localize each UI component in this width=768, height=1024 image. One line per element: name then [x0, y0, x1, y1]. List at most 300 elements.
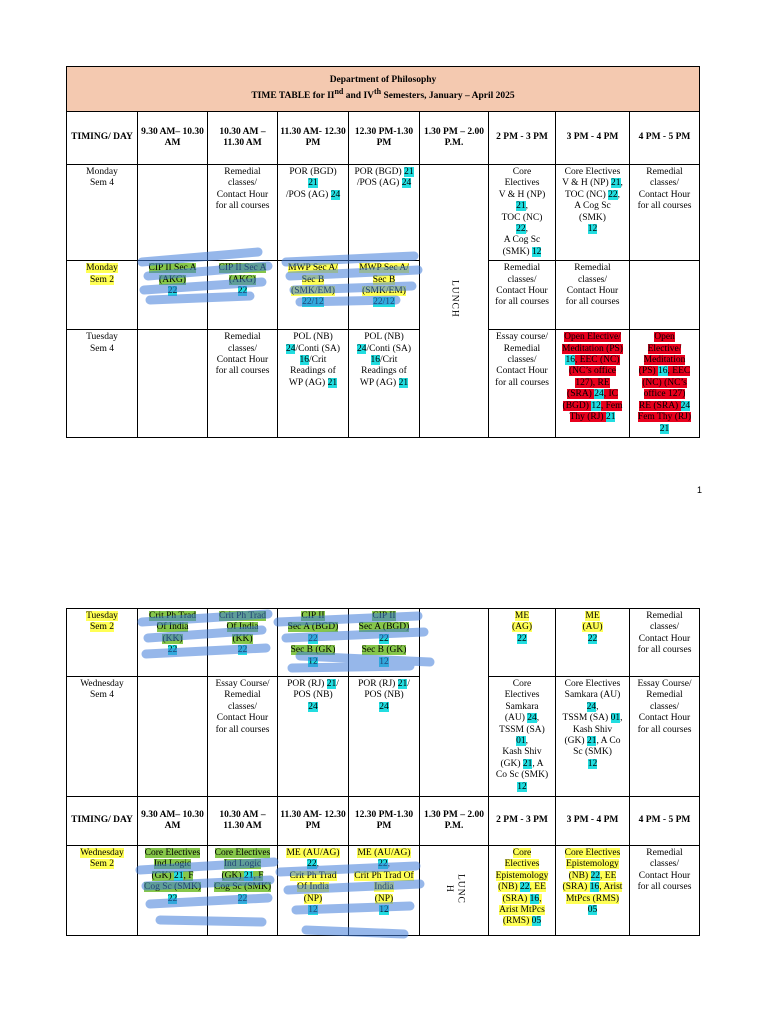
- cell-text: Contact Hour: [496, 286, 548, 297]
- schedule-cell: [556, 330, 630, 438]
- cell-line: [490, 201, 554, 212]
- cell-text: Sem 2: [89, 859, 114, 870]
- table-row: [67, 609, 700, 677]
- cell-text: RE (SRA): [638, 400, 681, 411]
- cell-text: Sem 4: [89, 178, 114, 189]
- cell-text: for all courses: [215, 201, 270, 212]
- room-number: 12: [517, 781, 527, 792]
- cell-text: Contact Hour: [638, 713, 691, 724]
- cell-line: [557, 389, 628, 400]
- cell-line: [139, 286, 206, 297]
- cell-line: [631, 713, 698, 724]
- schedule-cell: [349, 330, 420, 438]
- room-number: 05: [531, 916, 542, 927]
- room-number: 24: [379, 701, 389, 712]
- schedule-cell: [489, 261, 556, 330]
- cell-line: [557, 702, 628, 713]
- cell-line: [279, 355, 347, 366]
- cell-line: [139, 859, 206, 870]
- cell-line: [279, 275, 347, 286]
- table-row: [67, 165, 700, 261]
- cell-text: Core Electives: [214, 848, 271, 858]
- cell-text: ,: [525, 736, 528, 747]
- cell-text: (RMS): [502, 916, 532, 927]
- cell-line: [557, 871, 628, 882]
- room-number: 12: [308, 656, 318, 667]
- cell-text: Arist MtPcs: [499, 905, 545, 916]
- room-number: 24: [680, 400, 691, 411]
- cell-line: [557, 859, 628, 870]
- header-row: [67, 797, 700, 846]
- cell-line: [139, 622, 206, 633]
- cell-text: POR (RJ): [287, 679, 327, 689]
- cell-line: [631, 378, 698, 389]
- cell-text: (SMK): [502, 246, 532, 257]
- cell-text: Remedial: [503, 343, 541, 354]
- cell-text: Remedial: [503, 263, 541, 274]
- cell-line: [279, 622, 347, 633]
- cell-line: [350, 645, 418, 656]
- cell-line: [68, 848, 136, 859]
- cell-line: [557, 690, 628, 701]
- cell-text: classes/: [649, 701, 680, 712]
- cell-line: [631, 355, 698, 366]
- room-number: 22: [308, 633, 318, 644]
- day-cell: [67, 677, 138, 797]
- column-header: 2 PM - 3 PM: [489, 112, 556, 165]
- cell-text: Essay Course/: [215, 679, 270, 689]
- cell-line: [490, 332, 554, 343]
- cell-line: [557, 344, 628, 355]
- cell-line: [490, 178, 554, 189]
- cell-line: [631, 401, 698, 412]
- cell-text: Crit Ph Trad Of: [354, 870, 414, 881]
- schedule-cell: [138, 165, 208, 261]
- cell-text: Remedial: [224, 332, 261, 343]
- cell-line: [279, 263, 347, 274]
- cell-line: [279, 286, 347, 297]
- cell-line: [350, 178, 418, 189]
- cell-line: [557, 679, 628, 690]
- cell-line: [209, 275, 276, 286]
- cell-line: [350, 344, 418, 355]
- schedule-cell: [278, 677, 349, 797]
- cell-text: Remedial: [646, 611, 683, 621]
- cell-text: Core: [512, 679, 532, 689]
- schedule-cell: [349, 165, 420, 261]
- cell-text: classes/: [649, 622, 680, 633]
- schedule-cell: [630, 677, 700, 797]
- schedule-cell: [278, 261, 349, 330]
- cell-line: [557, 201, 628, 212]
- cell-text: Core Electives: [564, 848, 621, 858]
- schedule-cell: [278, 609, 349, 677]
- cell-line: [631, 622, 698, 633]
- cell-text: Contact Hour: [638, 870, 691, 881]
- cell-text: Tuesday: [86, 332, 118, 343]
- cell-line: [279, 645, 347, 656]
- cell-text: Meditation: [643, 355, 686, 366]
- cell-line: [68, 332, 136, 343]
- cell-text: Ind Logic: [153, 859, 192, 870]
- cell-text: Contact Hour: [638, 633, 691, 644]
- room-number: 21: [327, 377, 338, 388]
- schedule-cell: [630, 609, 700, 677]
- room-number: 24: [285, 343, 296, 354]
- cell-line: [490, 611, 554, 622]
- cell-line: [557, 355, 628, 366]
- cell-line: [557, 611, 628, 622]
- cell-line: [350, 167, 418, 178]
- room-number: 16: [529, 893, 540, 904]
- column-header: 9.30 AM– 10.30 AM: [138, 797, 208, 846]
- cell-line: [490, 859, 554, 870]
- cell-line: [557, 622, 628, 633]
- cell-text: Core Electives: [564, 167, 621, 177]
- cell-line: [490, 355, 554, 366]
- cell-text: Sem 4: [89, 343, 114, 354]
- cell-text: Sec B: [301, 274, 325, 285]
- cell-text: /POS (AG): [356, 178, 402, 189]
- cell-line: [209, 366, 276, 377]
- cell-line: [209, 848, 276, 859]
- cell-text: Contact Hour: [216, 355, 269, 366]
- cell-text: A Cog Sc: [574, 201, 611, 212]
- cell-line: [209, 178, 276, 189]
- cell-line: [350, 286, 418, 297]
- cell-line: [557, 297, 628, 308]
- cell-text: Remedial: [646, 690, 683, 701]
- cell-line: [350, 871, 418, 882]
- cell-text: Sec B (GK): [361, 645, 407, 656]
- room-number: 21: [586, 736, 597, 747]
- cell-line: [209, 702, 276, 713]
- room-number: 22: [167, 286, 178, 297]
- cell-line: [209, 690, 276, 701]
- cell-text: Of India: [156, 622, 189, 633]
- column-header: 3 PM - 4 PM: [556, 112, 630, 165]
- cell-line: [279, 871, 347, 882]
- cell-line: [490, 759, 554, 770]
- cell-text: (GK): [500, 758, 523, 769]
- cell-text: Essay course/: [496, 332, 548, 343]
- cell-text: CIP II: [301, 611, 325, 621]
- cell-line: [279, 378, 347, 389]
- title-line2: TIME TABLE for IInd and IVth Semesters, January – April 2025: [251, 87, 515, 102]
- cell-line: [631, 634, 698, 645]
- cell-text: Sem 4: [89, 690, 114, 701]
- cell-line: [557, 275, 628, 286]
- cell-text: for all courses: [565, 297, 620, 308]
- column-header: 11.30 AM- 12.30 PM: [278, 797, 349, 846]
- cell-text: Contact Hour: [638, 189, 691, 200]
- room-number: 12: [587, 224, 598, 235]
- cell-text: , EEC (NC): [574, 355, 620, 366]
- title-line1: Department of Philosophy: [329, 75, 437, 86]
- cell-line: [490, 905, 554, 916]
- cell-line: [490, 690, 554, 701]
- cell-text: /: [336, 679, 339, 689]
- room-number: 22: [608, 189, 618, 200]
- schedule-cell: [630, 165, 700, 261]
- cell-text: ME: [514, 611, 530, 621]
- cell-text: for all courses: [495, 297, 549, 308]
- cell-line: [209, 713, 276, 724]
- cell-text: Meditation (PS): [562, 343, 623, 354]
- cell-text: Epistemology: [495, 870, 549, 881]
- column-header: 1.30 PM – 2.00 P.M.: [420, 797, 489, 846]
- cell-text: (SRA): [567, 389, 595, 400]
- cell-text: CIP II Sec A: [148, 263, 197, 274]
- cell-text: Remedial: [224, 167, 261, 177]
- cell-line: [279, 859, 347, 870]
- cell-line: [209, 859, 276, 870]
- schedule-cell: [489, 609, 556, 677]
- cell-line: [139, 894, 206, 905]
- day-cell: [67, 846, 138, 936]
- cell-text: Monday: [86, 263, 118, 274]
- cell-line: [139, 634, 206, 645]
- column-header: 2 PM - 3 PM: [489, 797, 556, 846]
- cell-line: [68, 679, 136, 690]
- cell-line: [490, 916, 554, 927]
- cell-line: [350, 263, 418, 274]
- room-number: 24: [527, 713, 537, 724]
- cell-text: Core Electives: [144, 848, 201, 858]
- cell-text: Electives: [504, 690, 540, 701]
- cell-text: /Conti (SA): [295, 343, 341, 354]
- cell-text: , EE: [529, 882, 546, 893]
- cell-line: [279, 905, 347, 916]
- cell-text: V & H (NP): [562, 178, 612, 189]
- cell-text: POR (BGD): [354, 167, 405, 177]
- cell-text: (GK): [564, 736, 587, 747]
- cell-line: [350, 634, 418, 645]
- cell-text: Electives: [504, 178, 540, 189]
- column-header: TIMING/ DAY: [67, 112, 138, 165]
- cell-line: [68, 690, 136, 701]
- cell-text: Sec B: [372, 274, 396, 285]
- cell-line: [490, 871, 554, 882]
- cell-line: [350, 657, 418, 668]
- cell-line: [557, 167, 628, 178]
- cell-line: [631, 344, 698, 355]
- cell-line: [557, 332, 628, 343]
- cell-text: , F: [183, 870, 194, 881]
- timetable-page2: [66, 608, 700, 936]
- cell-text: Kash Shiv: [502, 747, 542, 758]
- cell-text: Remedial: [574, 263, 611, 274]
- cell-line: [350, 366, 418, 377]
- cell-line: [631, 690, 698, 701]
- room-number: 22: [379, 633, 389, 644]
- cell-line: [490, 366, 554, 377]
- schedule-cell: [349, 261, 420, 330]
- cell-text: for all courses: [495, 377, 549, 388]
- room-number: 01: [516, 736, 526, 747]
- cell-line: [631, 679, 698, 690]
- schedule-cell: [208, 165, 278, 261]
- cell-text: Remedial: [224, 690, 261, 701]
- cell-line: [490, 275, 554, 286]
- cell-text: (AU): [582, 622, 603, 633]
- lunch-label-part: H: [444, 885, 454, 894]
- cell-line: [557, 224, 628, 235]
- cell-text: (GK): [151, 870, 174, 881]
- room-number: 16: [565, 355, 575, 366]
- cell-text: POR (BGD): [289, 167, 337, 177]
- schedule-cell: [208, 330, 278, 438]
- room-number: 12: [587, 758, 598, 769]
- cell-line: [350, 894, 418, 905]
- cell-line: [68, 275, 136, 286]
- cell-line: [350, 275, 418, 286]
- cell-line: [631, 611, 698, 622]
- cell-line: [279, 366, 347, 377]
- room-number: 12: [531, 246, 542, 257]
- table-row: [67, 330, 700, 438]
- cell-text: MtPcs (RMS): [565, 893, 620, 904]
- cell-line: [490, 297, 554, 308]
- column-header: 12.30 PM-1.30 PM: [349, 112, 420, 165]
- cell-text: (SMK/EM): [291, 286, 335, 297]
- room-number: 24: [356, 343, 367, 354]
- cell-text: Ind Logic: [223, 859, 262, 870]
- cell-text: POS (NB): [364, 690, 404, 701]
- cell-line: [68, 178, 136, 189]
- cell-line: [557, 190, 628, 201]
- cell-text: (NB): [568, 870, 591, 881]
- table-row: [67, 677, 700, 797]
- cell-line: [350, 297, 418, 308]
- cell-line: [279, 167, 347, 178]
- cell-text: , Fem: [600, 400, 623, 411]
- room-number: 21: [397, 679, 408, 689]
- cell-line: [631, 389, 698, 400]
- cell-line: [279, 657, 347, 668]
- timetable-page1: [66, 66, 700, 438]
- cell-line: [350, 882, 418, 893]
- cell-line: [557, 882, 628, 893]
- cell-line: [631, 332, 698, 343]
- cell-text: for all courses: [637, 882, 692, 893]
- cell-text: TOC (NC): [501, 212, 543, 223]
- cell-line: [279, 894, 347, 905]
- schedule-cell: [138, 330, 208, 438]
- room-number: 12: [591, 400, 601, 411]
- cell-line: [139, 882, 206, 893]
- room-number: 21: [611, 178, 621, 189]
- schedule-cell: [278, 165, 349, 261]
- cell-text: (KK): [232, 633, 253, 644]
- schedule-cell: [138, 677, 208, 797]
- room-number: 16: [370, 355, 381, 366]
- cell-text: CIP II: [372, 611, 396, 621]
- cell-text: for all courses: [215, 366, 270, 377]
- cell-line: [490, 344, 554, 355]
- column-header: TIMING/ DAY: [67, 797, 138, 846]
- column-header: 10.30 AM – 11.30 AM: [208, 112, 278, 165]
- cell-text: ,: [620, 178, 623, 189]
- schedule-cell: [208, 846, 278, 936]
- cell-line: [139, 263, 206, 274]
- cell-line: [279, 679, 347, 690]
- cell-text: (AG): [511, 622, 533, 633]
- cell-line: [209, 611, 276, 622]
- schedule-cell: [349, 609, 420, 677]
- cell-text: (NP): [374, 893, 394, 904]
- schedule-cell: [208, 261, 278, 330]
- cell-line: [209, 286, 276, 297]
- cell-text: WP (AG): [288, 377, 328, 388]
- lunch-cell: [420, 846, 489, 936]
- room-number: 21: [243, 870, 254, 881]
- cell-text: ME: [585, 611, 600, 621]
- column-header: 11.30 AM- 12.30 PM: [278, 112, 349, 165]
- cell-text: Samkara (AU): [564, 690, 621, 701]
- cell-text: Sem 2: [89, 274, 114, 285]
- schedule-cell: [278, 846, 349, 936]
- cell-line: [139, 611, 206, 622]
- cell-line: [557, 905, 628, 916]
- cell-text: Open: [654, 332, 675, 343]
- cell-text: /: [407, 679, 410, 689]
- cell-line: [209, 725, 276, 736]
- cell-line: [557, 213, 628, 224]
- cell-line: [631, 725, 698, 736]
- room-number: 24: [594, 389, 604, 400]
- cell-line: [139, 848, 206, 859]
- cell-text: classes/: [227, 178, 258, 189]
- column-header: 12.30 PM-1.30 PM: [349, 797, 420, 846]
- cell-text: (AKG): [159, 274, 186, 285]
- cell-line: [631, 201, 698, 212]
- day-cell: [67, 165, 138, 261]
- schedule-cell: [556, 261, 630, 330]
- cell-line: [350, 332, 418, 343]
- cell-line: [68, 167, 136, 178]
- cell-line: [557, 894, 628, 905]
- cell-text: Sc (SMK): [573, 747, 612, 758]
- cell-text: (NC’s office: [568, 366, 617, 377]
- cell-line: [139, 645, 206, 656]
- cell-text: Epistemology: [566, 859, 619, 870]
- cell-text: Remedial: [646, 167, 683, 177]
- table-row: [67, 846, 700, 936]
- cell-line: [209, 201, 276, 212]
- cell-line: [350, 622, 418, 633]
- schedule-cell: [556, 846, 630, 936]
- cell-text: ME (AU/AG): [286, 848, 340, 858]
- cell-line: [139, 275, 206, 286]
- cell-line: [279, 344, 347, 355]
- room-number: 22: [517, 633, 527, 644]
- cell-text: Contact Hour: [566, 286, 619, 297]
- room-number: 01: [610, 713, 621, 724]
- cell-line: [350, 690, 418, 701]
- cell-line: [68, 344, 136, 355]
- cell-line: [490, 213, 554, 224]
- cell-line: [557, 725, 628, 736]
- room-number: 22: [590, 870, 601, 881]
- cell-line: [209, 263, 276, 274]
- cell-line: [68, 622, 136, 633]
- cell-text: MWP Sec A/: [288, 263, 338, 274]
- room-number: 21: [398, 377, 409, 388]
- room-number: 22: [516, 224, 526, 235]
- cell-line: [139, 871, 206, 882]
- cell-line: [631, 859, 698, 870]
